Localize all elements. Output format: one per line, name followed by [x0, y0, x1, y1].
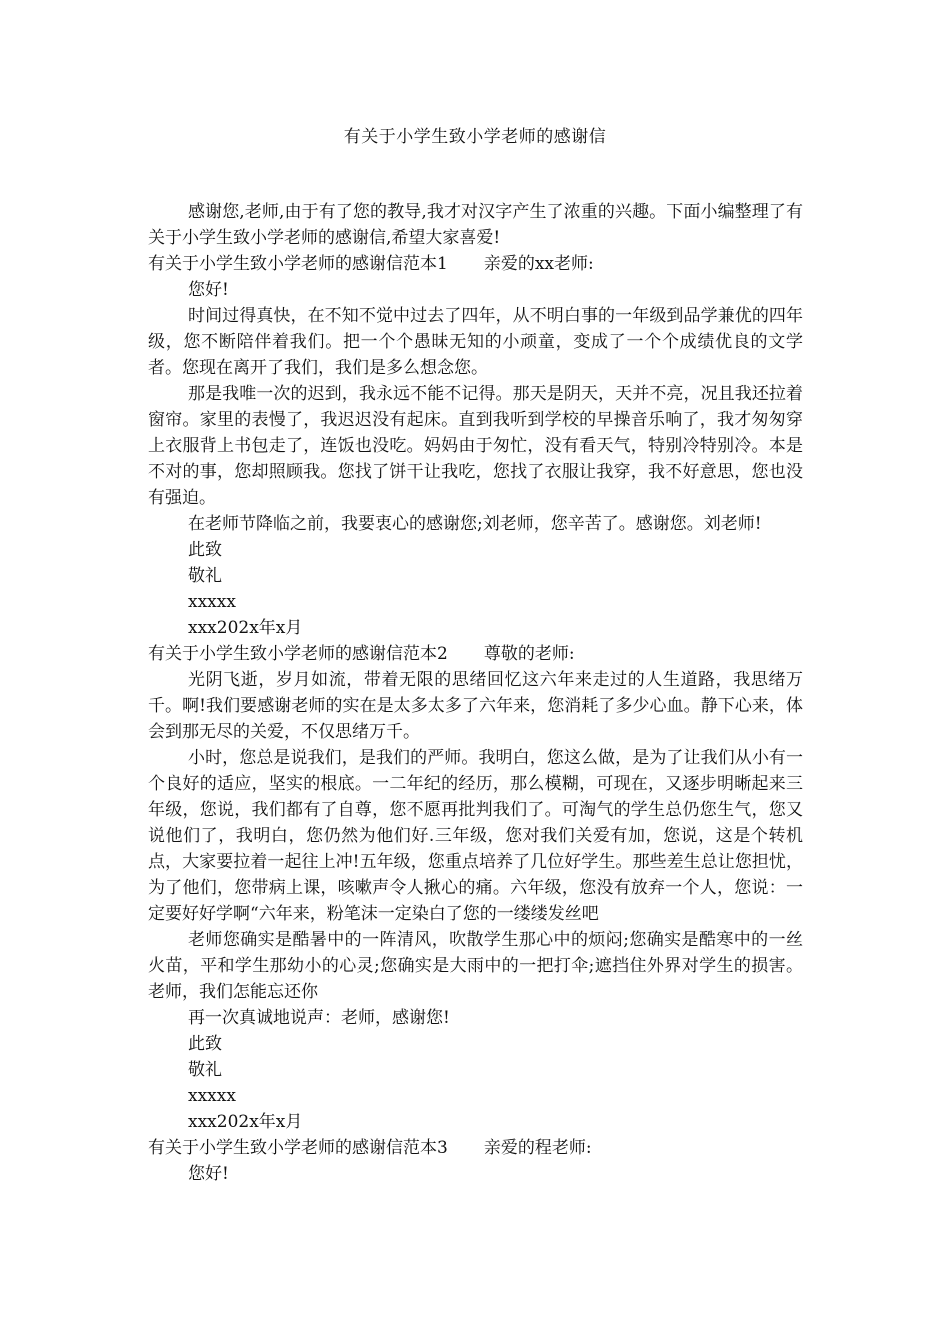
letter-2-paragraph-1: 光阴飞逝，岁月如流，带着无限的思绪回忆这六年来走过的人生道路，我思绪万千。啊!我们要感谢老师的实在是太多太多了六年来，您消耗了多少心血。静下心来，体会到那无尽的关爱，不仅思绪万千。 — [148, 670, 803, 742]
letter-3-heading-title: 有关于小学生致小学老师的感谢信范本3 — [148, 1138, 448, 1158]
letter-1-heading-title: 有关于小学生致小学老师的感谢信范本1 — [148, 254, 448, 274]
letter-1-paragraph-3: 在老师节降临之前，我要衷心的感谢您;刘老师，您辛苦了。感谢您。刘老师! — [188, 514, 762, 534]
letter-1-greeting: 您好! — [188, 280, 229, 300]
letter-1-closing-1: 此致 — [188, 540, 222, 560]
letter-2-date: xxx202x年x月 — [188, 1112, 303, 1132]
letter-1-signature: xxxxx — [188, 592, 236, 612]
intro-paragraph: 感谢您,老师,由于有了您的教导,我才对汉字产生了浓重的兴趣。下面小编整理了有关于小学生致小学老师的感谢信,希望大家喜爱! — [148, 202, 803, 248]
letter-1-paragraph-2: 那是我唯一次的迟到，我永远不能不记得。那天是阴天，天并不亮，况且我还拉着窗帘。家里的表慢了，我迟迟没有起床。直到我听到学校的早操音乐响了，我才匆匆穿上衣服背上书包走了，连饭也没吃。妈妈由于匆忙，没有看天气，特别冷特别冷。本是不对的事，您却照顾我。您找了饼干让我吃，您找了衣服让我穿，我不好意思，您也没有强迫。 — [148, 384, 803, 508]
letter-1-paragraph-1: 时间过得真快，在不知不觉中过去了四年，从不明白事的一年级到品学兼优的四年级，您不断陪伴着我们。把一个个愚昧无知的小顽童，变成了一个个成绩优良的文学者。您现在离开了我们，我们是多么想念您。 — [148, 306, 803, 378]
letter-2-signature: xxxxx — [188, 1086, 236, 1106]
letter-2-paragraph-2: 小时，您总是说我们，是我们的严师。我明白，您这么做，是为了让我们从小有一个良好的适应，坚实的根底。一二年纪的经历，那么模糊，可现在，又逐步明晰起来三年级，您说，我们都有了自尊，您不愿再批判我们了。可淘气的学生总仍您生气，您又说他们了，我明白，您仍然为他们好.三年级，您对我们关爱有加，您说，这是个转机点，大家要拉着一起往上冲!五年级，您重点培养了几位好学生。那些差生总让您担忧，为了他们，您带病上课，咳嗽声令人揪心的痛。六年级，您没有放弃一个人，您说：一定要好好学啊“六年来，粉笔沫一定染白了您的一缕缕发丝吧 — [148, 748, 803, 924]
letter-1-date: xxx202x年x月 — [188, 618, 303, 638]
letter-2-paragraph-3: 老师您确实是酷暑中的一阵清风，吹散学生那心中的烦闷;您确实是酷寒中的一丝火苗，平和学生那幼小的心灵;您确实是大雨中的一把打伞;遮挡住外界对学生的损害。老师，我们怎能忘还你 — [148, 930, 803, 1002]
letter-2-paragraph-4: 再一次真诚地说声：老师，感谢您! — [188, 1008, 450, 1028]
letter-2-closing-1: 此致 — [188, 1034, 222, 1054]
letter-1-heading — [148, 251, 803, 277]
letter-2-heading-title: 有关于小学生致小学老师的感谢信范本2 — [148, 644, 448, 664]
letter-3-heading — [148, 1135, 803, 1161]
document-body — [148, 199, 803, 1187]
letter-1-closing-2: 敬礼 — [188, 566, 222, 586]
document-title: 有关于小学生致小学老师的感谢信 — [343, 127, 607, 147]
letter-2-closing-2: 敬礼 — [188, 1060, 222, 1080]
letter-3-greeting: 您好! — [188, 1164, 229, 1184]
letter-1-salutation: 亲爱的xx老师: — [483, 254, 594, 274]
letter-3-salutation: 亲爱的程老师: — [483, 1138, 592, 1158]
letter-2-heading — [148, 641, 803, 667]
letter-2-salutation: 尊敬的老师: — [483, 644, 575, 664]
